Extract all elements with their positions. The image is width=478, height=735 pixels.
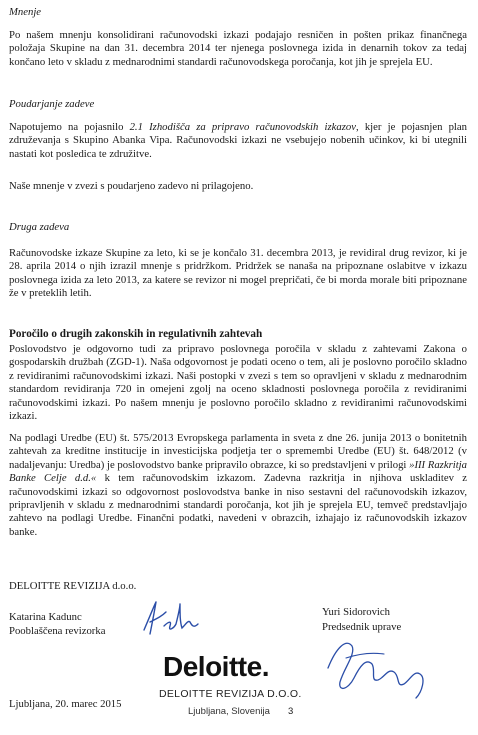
auditor-title: Pooblaščena revizorka xyxy=(9,625,106,637)
report-paragraph-2-after: k tem računovodskim izkazom. Zadevna razkritja in njihova uskladitev z računovodskimi izkazi so odgovornost poslovodstva banke in niso sestavni del računovodskih izkazov, pripravljenih v skladu z mednarodnimi standardi poročanja, kot jih je sprejela EU, temveč predstavljajo zahtevo na podlagi Uredbe. Finančni podatki, navedeni v obrazcih, izhajajo iz računovodskih izkazov banke. xyxy=(9,472,467,538)
emphasis-paragraph xyxy=(9,121,467,161)
firm-name: DELOITTE REVIZIJA d.o.o. xyxy=(9,580,137,592)
emphasis-text-after: , kjer je pojasnjen plan združevanja s Skupino Abanka Vipa. Računovodski izkazi ne vsebujejo nobenih učinkov, ki bi utegnili nastati kot posledica te združitve. xyxy=(9,121,467,160)
other-matter-heading: Druga zadeva xyxy=(9,221,70,233)
emphasis-text-before: Napotujemo na pojasnilo xyxy=(9,121,130,133)
stamp-city: Ljubljana, Slovenija xyxy=(188,706,270,717)
report-heading: Poročilo o drugih zakonskih in regulativnih zahtevah xyxy=(9,328,263,340)
logo-dot: . xyxy=(261,651,269,682)
emphasis-note-reference: 2.1 Izhodišča za pripravo računovodskih izkazov xyxy=(129,121,356,133)
report-paragraph-2 xyxy=(9,432,467,539)
report-appendix-reference: »III Razkritja Banke Celje d.d.« xyxy=(9,458,467,485)
opinion-heading: Mnenje xyxy=(9,6,42,18)
logo-wordmark: Deloitte xyxy=(163,651,262,682)
opinion-paragraph: Po našem mnenju konsolidirani računovodski izkazi podajajo resničen in pošten prikaz finančnega položaja Skupine na dan 31. decembra 2014 ter njenega poslovnega izida in denarnih tokov za tedaj končano leto v skladu z mednarodnimi standardi računovodskega poročanja, kot jih je sprejela EU. xyxy=(9,29,467,68)
president-title: Predsednik uprave xyxy=(322,621,402,633)
other-matter-paragraph: Računovodske izkaze Skupine za leto, ki se je končalo 31. decembra 2013, je revidiral drug revizor, ki je 28. aprila 2014 o njih izrazil mnenje s pridržkom. Pridržek se nanaša na pripoznane oslabitve v izkazu poslovnega izida za leto 2013, za katere se revizor ni mogel prepričati, če bi morda morale biti pripoznane že v preteklih letih. xyxy=(9,247,467,300)
emphasis-conclusion: Naše mnenje v zvezi s poudarjeno zadevo ni prilagojeno. xyxy=(9,180,254,192)
deloitte-logo xyxy=(163,651,269,683)
emphasis-heading: Poudarjanje zadeve xyxy=(9,98,95,110)
report-paragraph-1: Poslovodstvo je odgovorno tudi za pripravo poslovnega poročila v skladu z zahtevami Zakona o gospodarskih družbah (ZGD-1). Naša odgovornost je podati oceno o tem, ali je poslovno poročilo skladno z revidiranimi računovodskimi izkazi. Naši postopki v zvezi s tem so opravljeni v skladu z mednarodnim standardom revidiranja 720 in omejeni zgolj na oceno skladnosti poslovnega poročila z revidiranimi računovodskimi izkazi. Po našem mnenju je poslovno poročilo skladno z revidiranimi računovodskimi izkazi. xyxy=(9,343,467,423)
report-paragraph-2-before: Na podlagi Uredbe (EU) št. 575/2013 Evropskega parlamenta in sveta z dne 26. junija 2013 o bonitetnih zahtevah za kreditne institucije in investicijska podjetja ter o spremembi Uredbe (EU) št. 648/2012 (v nadaljevanju: Uredba) je poslovodstvo banke pripravilo obrazce, ki so predstavljeni v prilogi xyxy=(9,432,467,471)
president-signature xyxy=(322,628,432,708)
page-number: 3 xyxy=(288,706,294,717)
place-and-date: Ljubljana, 20. marec 2015 xyxy=(9,698,122,710)
auditor-name: Katarina Kadunc xyxy=(9,611,82,623)
auditor-signature xyxy=(140,596,202,638)
president-name: Yuri Sidorovich xyxy=(322,606,390,618)
stamp-company-name: DELOITTE REVIZIJA D.O.O. xyxy=(159,688,302,700)
